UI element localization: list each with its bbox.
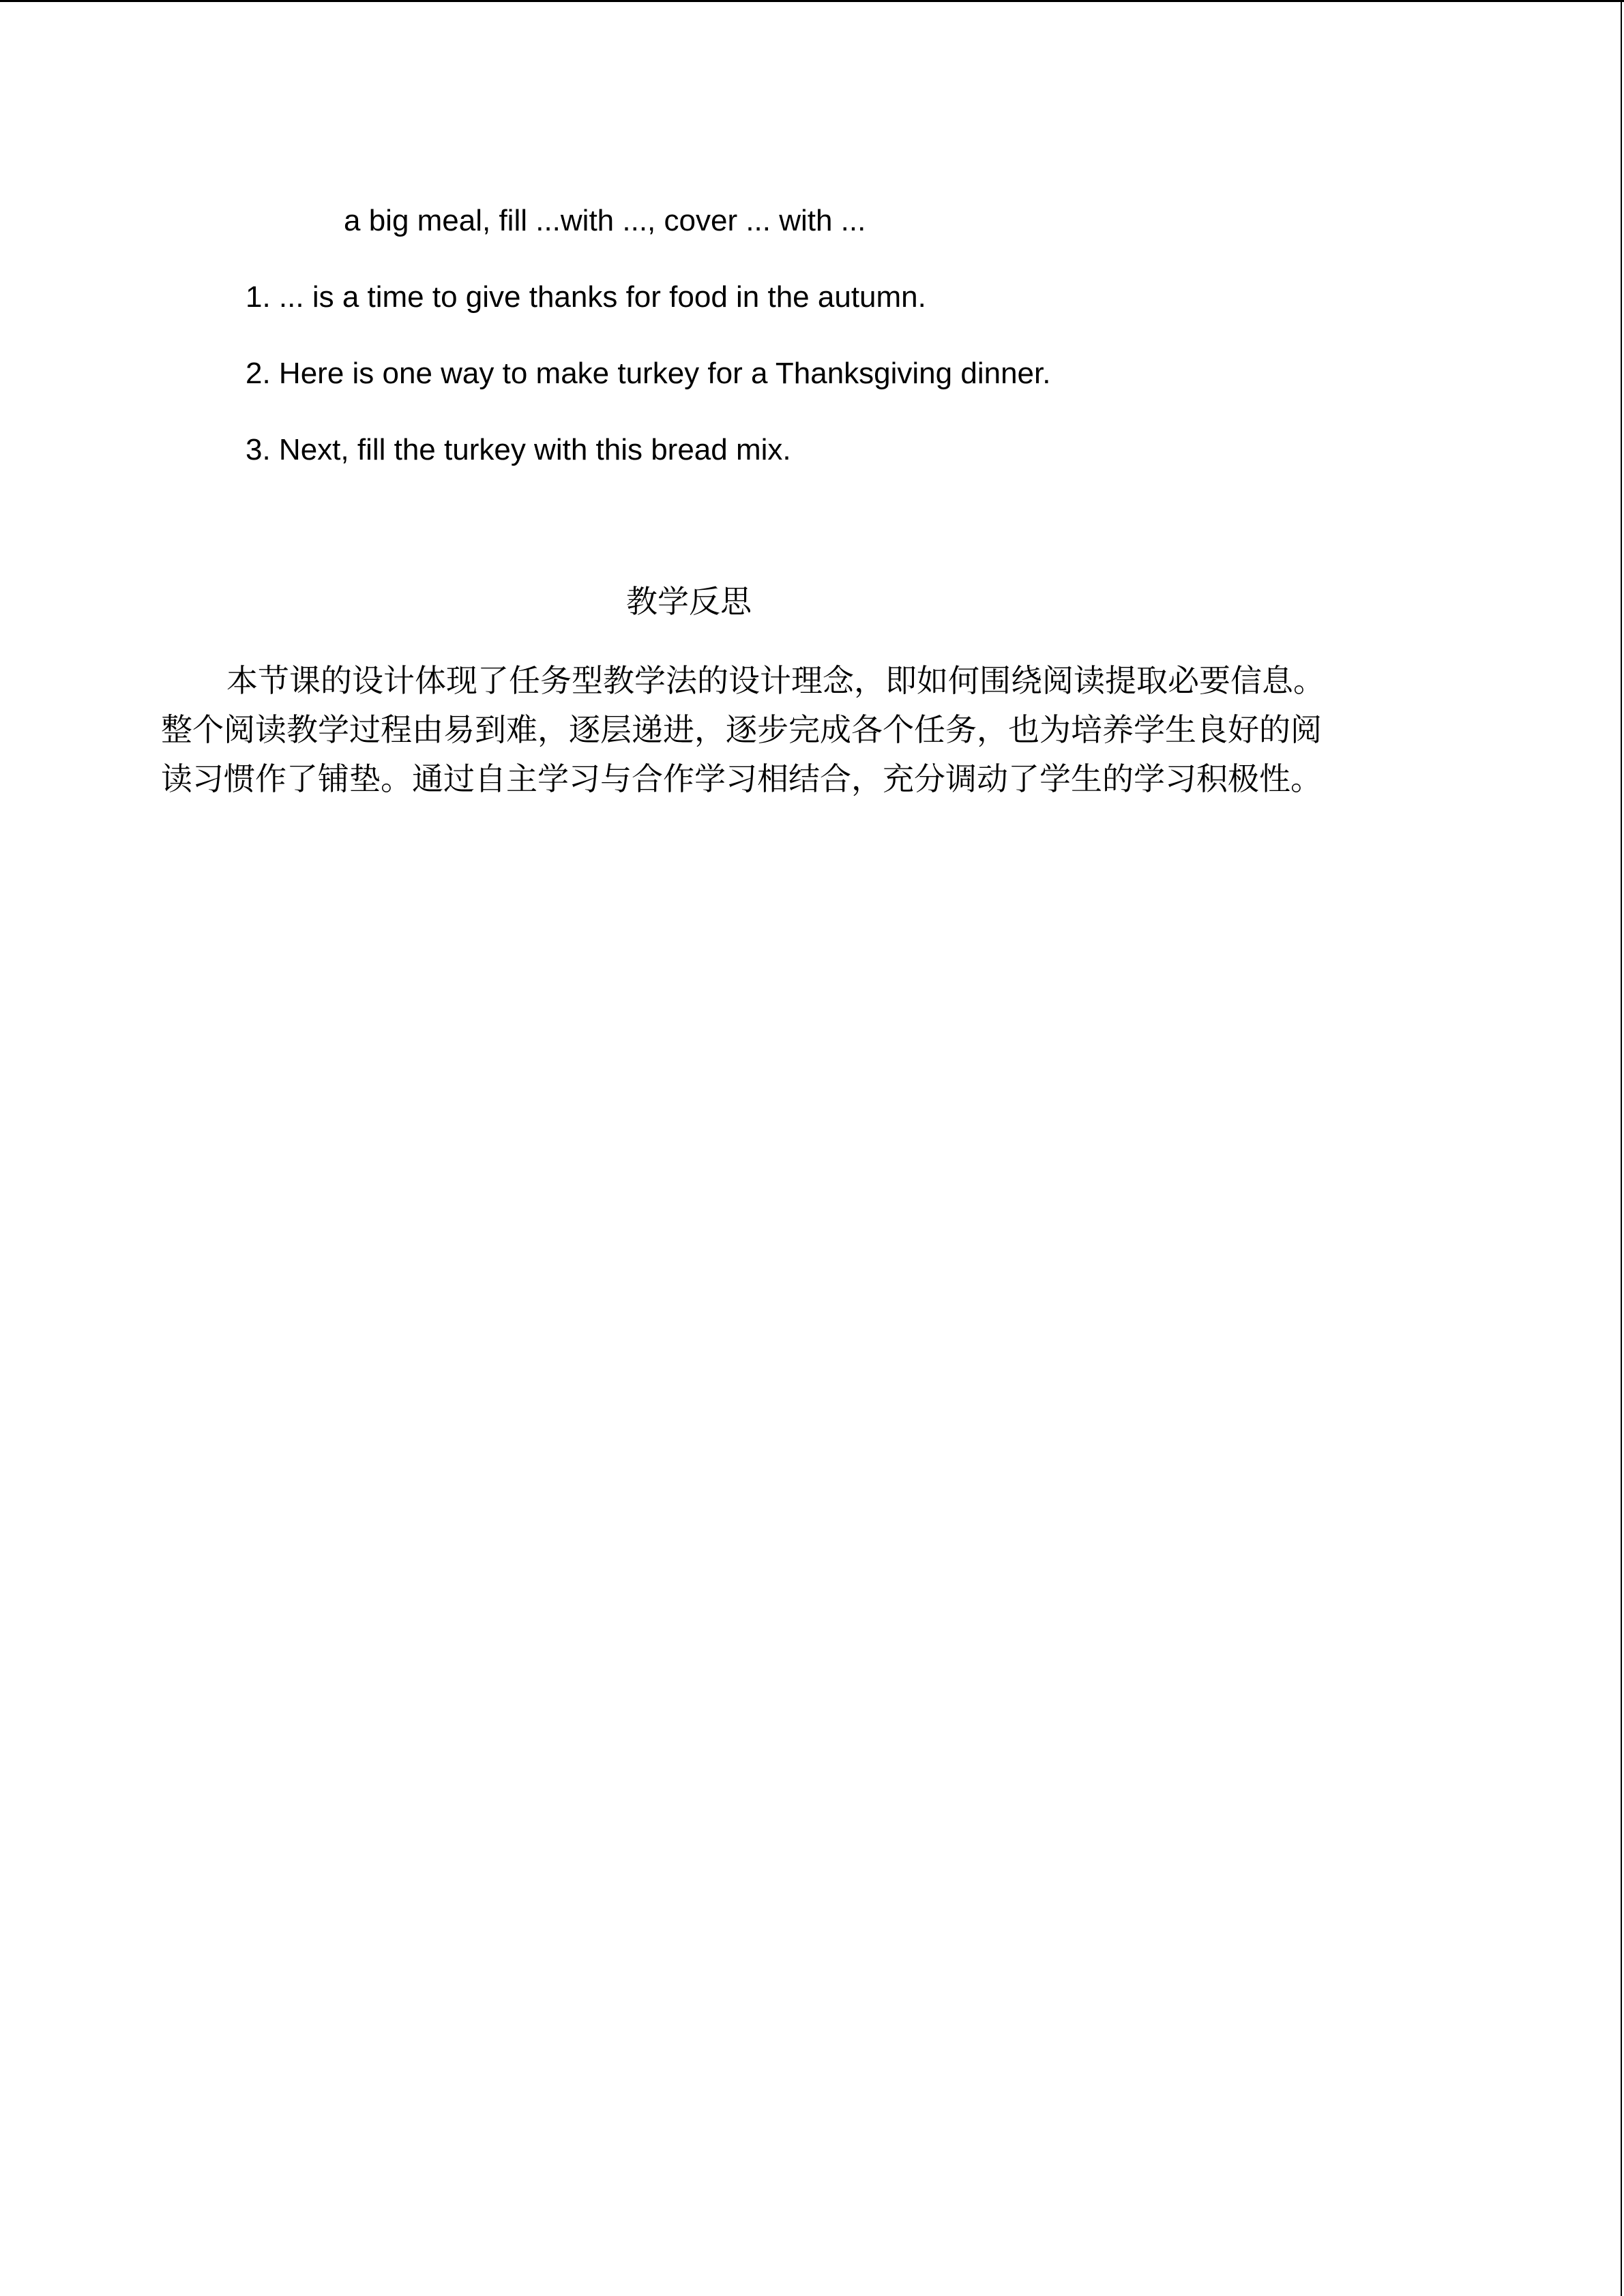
sentence-item-2: 2. Here is one way to make turkey for a Thanksgiving dinner. bbox=[246, 357, 1051, 390]
reflection-line-2: 整个阅读教学过程由易到难，逐层递进，逐步完成各个任务，也为培养学生良好的阅 bbox=[161, 711, 1322, 748]
key-phrases-line: a big meal, fill ...with ..., cover ... with ... bbox=[344, 204, 866, 237]
reflection-line-3: 读习惯作了铺垫。通过自主学习与合作学习相结合，充分调动了学生的学习积极性。 bbox=[161, 760, 1322, 797]
reflection-title: 教学反思 bbox=[626, 583, 752, 620]
sentence-item-1: 1. ... is a time to give thanks for food in the autumn. bbox=[246, 280, 926, 314]
page-top-border bbox=[0, 0, 1624, 2]
page-right-border bbox=[1621, 0, 1622, 2296]
sentence-item-3: 3. Next, fill the turkey with this bread mix. bbox=[246, 433, 791, 466]
reflection-paragraph bbox=[161, 656, 1389, 803]
reflection-line-1: 本节课的设计体现了任务型教学法的设计理念，即如何围绕阅读提取必要信息。 bbox=[226, 662, 1325, 699]
